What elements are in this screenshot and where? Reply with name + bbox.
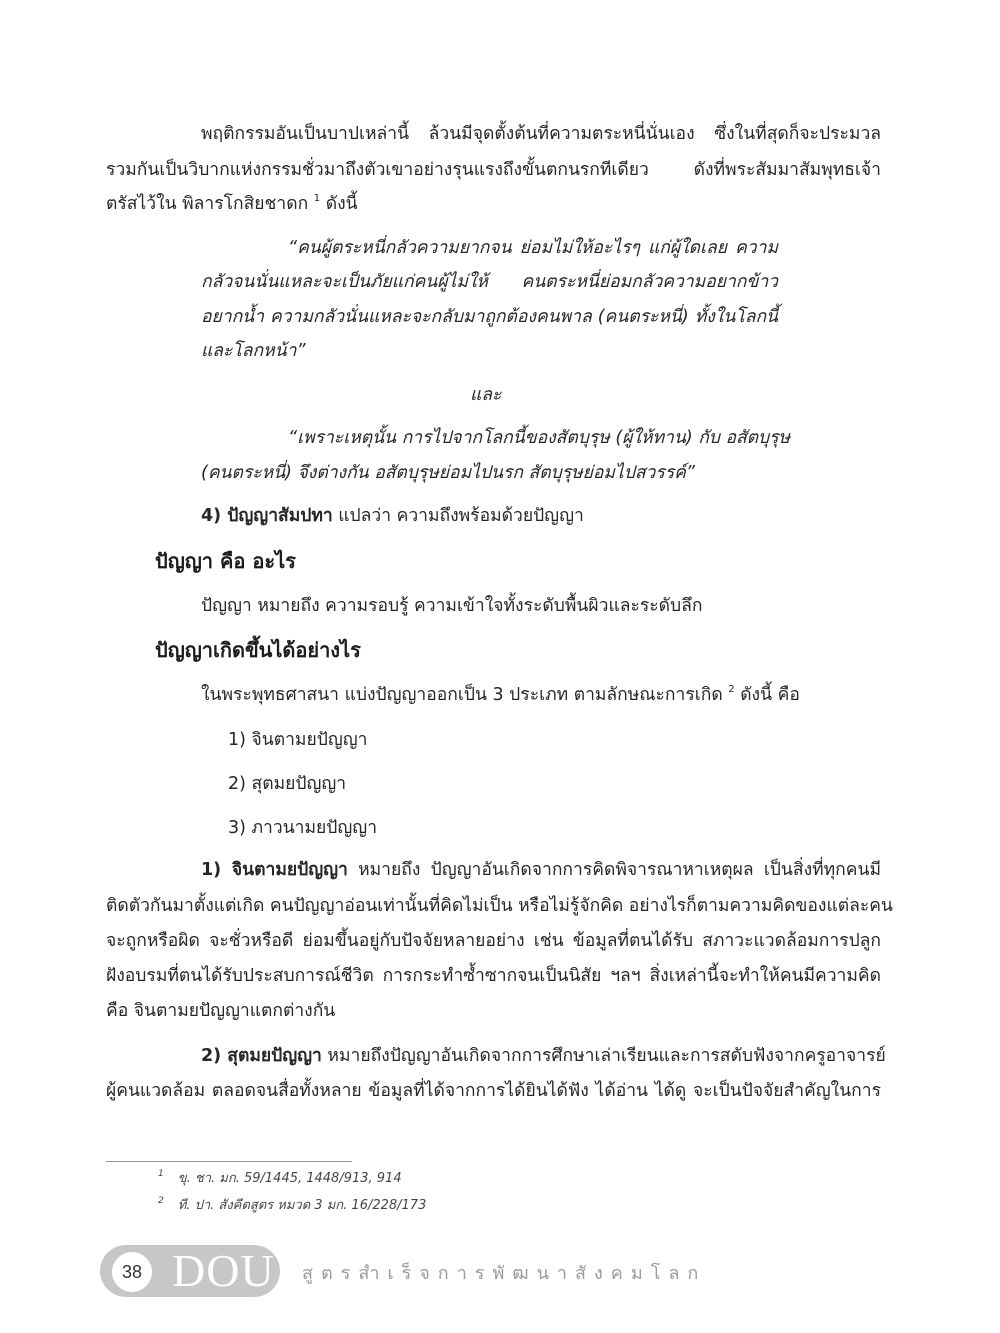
para-jinta-line-3: จะถูกหรือผิด จะชั่วหรือดี ย่อมขึ้นอยู่กับปัจจัยหลายอย่าง เช่น ข้อมูลที่ตนได้รับ สภาวะแวดล้อมการปลูก <box>106 931 881 951</box>
book-title: สูตรสำเร็จการพัฒนาสังคมโลก <box>302 1263 707 1284</box>
item-4 <box>201 501 584 531</box>
paragraph-1-line-1: พฤติกรรมอันเป็นบาปเหล่านี้ ล้วนมีจุดตั้งต้นที่ความตระหนี่นั่นเอง ซึ่งในที่สุดก็จะประมวล <box>201 124 881 144</box>
footnote-1 <box>158 1169 402 1189</box>
quote-1-line-4: และโลกหน้า” <box>201 341 306 361</box>
dou-logo: DOU <box>172 1245 275 1296</box>
footnote-2-number: 2 <box>158 1196 164 1206</box>
intro-main: ในพระพุทธศาสนา แบ่งปัญญาออกเป็น 3 ประเภท ตามลักษณะการเกิด <box>201 685 729 705</box>
para-jinta-first: หมายถึง ปัญญาอันเกิดจากการคิดพิจารณาหาเหตุผล เป็นสิ่งที่ทุกคนมี <box>347 860 881 880</box>
item-4-meaning: แปลว่า ความถึงพร้อมด้วยปัญญา <box>332 506 584 526</box>
para-jinta-line-2: ติดตัวกันมาตั้งแต่เกิด คนปัญญาอ่อนเท่านั้นที่คิดไม่เป็น หรือไม่รู้จักคิด อย่างไรก็ตามความคิดของแต่ละคน <box>106 896 893 916</box>
footnote-1-number: 1 <box>158 1169 164 1179</box>
para-jinta-line-4: ฝังอบรมที่ตนได้รับประสบการณ์ชีวิต การกระทำซ้ำซากจนเป็นนิสัย ฯลฯ สิ่งเหล่านี้จะทำให้คนมีความคิด <box>106 966 881 986</box>
footnote-ref-1: 1 <box>313 193 321 204</box>
list-item-suta: 2) สุตมยปัญญา <box>228 774 347 794</box>
paragraph-1-line-2: รวมกันเป็นวิบากแห่งกรรมชั่วมาถึงตัวเขาอย่างรุนแรงถึงขั้นตกนรกทีเดียว ดังที่พระสัมมาสัมพุทธเจ้า <box>106 160 881 180</box>
footnote-ref-2: 2 <box>728 684 735 695</box>
definition-text: ปัญญา หมายถึง ความรอบรู้ ความเข้าใจทั้งระดับพื้นผิวและระดับลึก <box>201 596 703 616</box>
para-suta-line-2: ผู้คนแวดล้อม ตลอดจนสื่อทั้งหลาย ข้อมูลที่ได้จากการได้ยินได้ฟัง ได้อ่าน ได้ดู จะเป็นปัจจัยสำคัญในการ <box>106 1081 881 1101</box>
footnote-divider <box>106 1161 352 1162</box>
heading-what-is-panya: ปัญญา คือ อะไร <box>155 549 296 573</box>
footnote-2-text: ที. ปา. สังคีตสูตร หมวด 3 มก. 16/228/173 <box>177 1198 427 1213</box>
para-jinta-term: 1) จินตามยปัญญา <box>201 860 348 880</box>
footnote-2 <box>158 1196 426 1216</box>
quote-2-line-1: “เพราะเหตุนั้น การไปจากโลกนี้ของสัตบุรุษ (ผู้ให้ทาน) กับ อสัตบุรุษ <box>288 428 791 448</box>
footnote-1-text: ขุ. ชา. มก. 59/1445, 1448/913, 914 <box>177 1171 402 1186</box>
heading-how-panya-arises: ปัญญาเกิดขึ้นได้อย่างไร <box>155 638 361 662</box>
item-4-term: 4) ปัญญาสัมปทา <box>201 506 333 526</box>
intro-text <box>201 680 800 710</box>
intro-tail: ดังนี้ คือ <box>734 685 800 705</box>
quote-2-line-2: (คนตระหนี่) จึงต่างกัน อสัตบุรุษย่อมไปนรก สัตบุรุษย่อมไปสวรรค์” <box>201 463 695 483</box>
list-item-bhavana: 3) ภาวนามยปัญญา <box>228 818 378 838</box>
connector-text: และ <box>470 385 502 405</box>
para-suta-term: 2) สุตมยปัญญา <box>201 1046 322 1066</box>
paragraph-1-line-3 <box>106 189 358 219</box>
quote-1-line-1: “คนผู้ตระหนี่กลัวความยากจน ย่อมไม่ให้อะไรๆ แก่ผู้ใดเลย ความ <box>288 238 778 258</box>
para-suta-first: หมายถึงปัญญาอันเกิดจากการศึกษาเล่าเรียนและการสดับฟังจากครูอาจารย์ <box>321 1046 886 1066</box>
list-item-jinta: 1) จินตามยปัญญา <box>228 730 368 750</box>
paragraph-1-text: ตรัสไว้ใน พิลารโกสิยชาดก <box>106 194 314 214</box>
para-jinta-line-5: คือ จินตามยปัญญาแตกต่างกัน <box>106 1001 336 1021</box>
quote-1-line-3: อยากน้ำ ความกลัวนั่นแหละจะกลับมาถูกต้องคนพาล (คนตระหนี่) ทั้งในโลกนี้ <box>201 307 778 327</box>
page-number: 38 <box>112 1252 152 1292</box>
para-suta-line-1 <box>201 1041 886 1071</box>
paragraph-1-tail: ดังนี้ <box>320 194 358 214</box>
quote-1-line-2: กลัวจนนั่นแหละจะเป็นภัยแก่คนผู้ไม่ให้ คนตระหนี่ย่อมกลัวความอยากข้าว <box>201 272 778 292</box>
para-jinta-line-1 <box>201 855 881 885</box>
